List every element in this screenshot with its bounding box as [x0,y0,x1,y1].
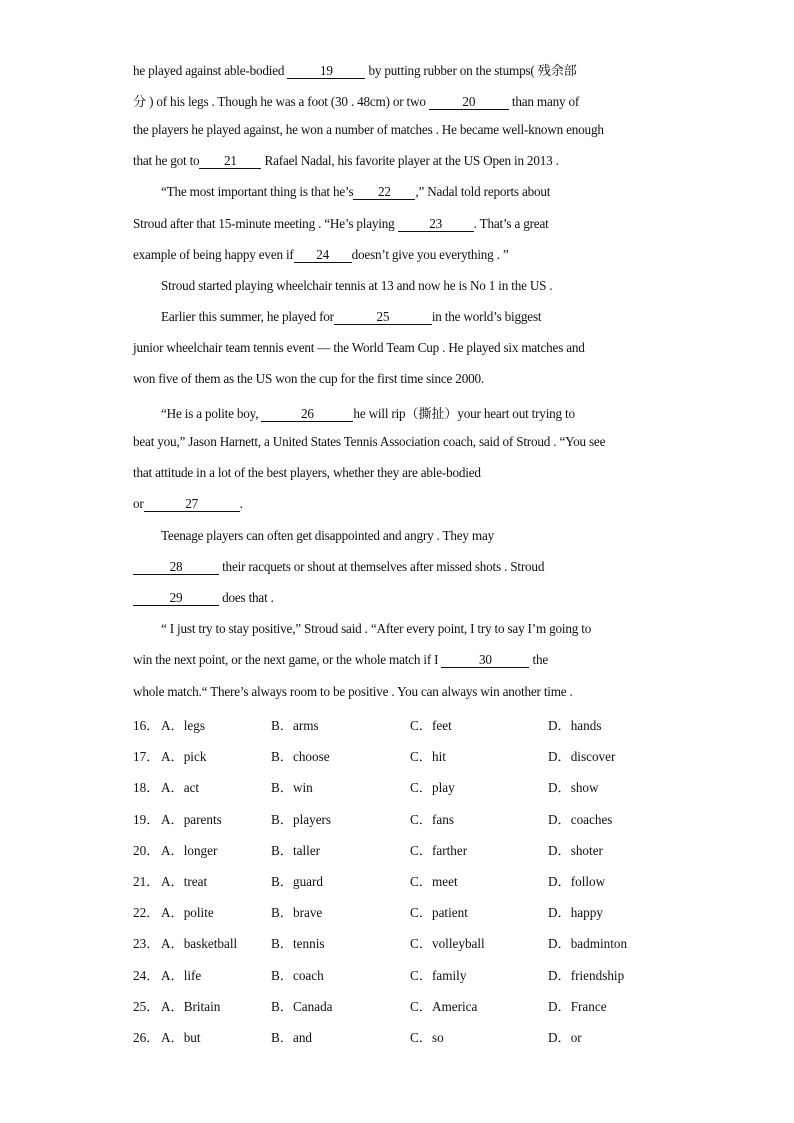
option-c[interactable]: C．family [410,967,467,983]
passage-line [161,309,541,325]
passage-text: Stroud after that 15-minute meeting . “He’s playing [133,216,398,231]
option-c[interactable]: C．feet [410,718,452,733]
option-d[interactable]: D．discover [548,749,616,765]
option-c[interactable]: C．hit [410,749,446,765]
option-d[interactable]: D．or [548,1030,582,1045]
passage-text: ,” Nadal told reports about [415,184,551,199]
passage-text: . [239,496,243,511]
passage-text: Earlier this summer, he played for [161,309,334,324]
option-c[interactable]: C．so [410,1030,444,1045]
option-d[interactable]: D．coaches [548,811,613,827]
answer-blank-23[interactable]: 23 [398,217,474,232]
passage-text: in the world’s biggest [431,309,542,324]
passage-line [133,496,243,512]
option-d[interactable]: D．happy [548,905,603,921]
passage-text: whole match.“ There’s always room to be positive . You can always win another time . [133,684,573,699]
option-b[interactable]: B．guard [271,874,324,889]
answer-blank-30[interactable]: 30 [441,653,529,668]
question-number: 23． [133,936,160,952]
answer-blank-20[interactable]: 20 [429,95,509,110]
passage-line [133,371,484,387]
passage-text: Rafael Nadal, his favorite player at the US Open in 2013 . [261,153,559,168]
question-number: 26． [133,1030,160,1045]
question-number: 22． [133,905,160,921]
passage-line [161,278,553,294]
option-b[interactable]: B．win [271,780,313,796]
option-d[interactable]: D．hands [548,718,602,733]
answer-blank-26[interactable]: 26 [261,407,353,422]
option-d[interactable]: D．badminton [548,936,628,952]
passage-text: . That’s a great [473,216,549,231]
option-c[interactable]: C．play [410,780,455,796]
passage-line [133,652,548,668]
passage-text: the [529,652,549,667]
option-a[interactable]: A．polite [161,905,214,921]
question-number: 25． [133,998,160,1014]
answer-blank-22[interactable]: 22 [353,185,415,200]
answer-blank-29[interactable]: 29 [133,591,219,606]
passage-text: that he got to [133,153,200,168]
option-b[interactable]: B．players [271,811,332,827]
option-a[interactable]: A．but [161,1030,201,1045]
option-b[interactable]: B．Canada [271,998,333,1014]
passage-line [133,60,577,79]
passage-line [133,216,549,232]
passage-text: or [133,496,144,511]
passage-line [133,340,585,356]
option-c[interactable]: C．farther [410,842,468,858]
passage-text: he will rip（撕扯）your heart out trying to [353,406,575,421]
question-number: 19． [133,811,160,827]
option-b[interactable]: B．choose [271,749,330,765]
option-d[interactable]: D．show [548,780,599,796]
option-a[interactable]: A．treat [161,874,208,889]
passage-line [161,621,591,637]
passage-text: the players he played against, he won a number of matches . He became well-known enough [133,122,604,137]
answer-blank-24[interactable]: 24 [294,248,352,263]
option-c[interactable]: C．volleyball [410,936,485,952]
answer-blank-27[interactable]: 27 [144,497,240,512]
question-number: 20． [133,842,160,858]
option-b[interactable]: B．coach [271,967,324,983]
option-a[interactable]: A．legs [161,718,205,733]
passage-line [133,247,509,263]
option-b[interactable]: B．taller [271,842,321,858]
passage-text: “The most important thing is that he’s [161,184,354,199]
answer-blank-21[interactable]: 21 [199,154,261,169]
passage-line [133,465,481,481]
passage-text: junior wheelchair team tennis event — the World Team Cup . He played six matches and [133,340,585,355]
option-b[interactable]: B．tennis [271,936,325,952]
option-b[interactable]: B．brave [271,905,323,921]
passage-text: won five of them as the US won the cup for the first time since 2000. [133,371,484,386]
option-c[interactable]: C．patient [410,905,468,921]
passage-text: doesn’t give you everything . ” [351,247,509,262]
answer-blank-19[interactable]: 19 [287,64,365,79]
passage-text: their racquets or shout at themselves after missed shots . Stroud [219,559,545,574]
passage-text: “ I just try to stay positive,” Stroud said . “After every point, I try to say I’m going to [161,621,592,636]
option-a[interactable]: A．parents [161,811,222,827]
passage-line [161,184,550,200]
passage-text: by putting rubber on the stumps( 残余部 [365,63,577,78]
passage-text: does that . [219,590,274,605]
passage-text: that attitude in a lot of the best players, whether they are able-bodied [133,465,481,480]
option-c[interactable]: C．fans [410,811,454,827]
answer-blank-28[interactable]: 28 [133,560,219,575]
option-b[interactable]: B．arms [271,718,319,733]
passage-text: beat you,” Jason Harnett, a United States Tennis Association coach, said of Stroud . “You see [133,434,606,449]
passage-text: example of being happy even if [133,247,294,262]
passage-line [133,434,605,450]
option-c[interactable]: C．America [410,998,478,1014]
option-c[interactable]: C．meet [410,874,458,889]
option-d[interactable]: D．France [548,998,607,1014]
question-number: 24． [133,967,160,983]
passage-text: he played against able-bodied [133,63,288,78]
passage-text: “He is a polite boy, [161,406,262,421]
question-number: 21． [133,874,160,889]
option-d[interactable]: D．friendship [548,967,625,983]
passage-line [133,559,544,575]
passage-line [133,684,573,700]
passage-text: 分 ) of his legs . Though he was a foot (30 . 48cm) or two [133,94,429,109]
option-a[interactable]: A．basketball [161,936,238,952]
passage-line [133,153,559,169]
passage-text: Teenage players can often get disappointed and angry . They may [161,528,495,543]
passage-line [161,403,575,422]
passage-line [133,91,579,110]
passage-line [133,122,604,138]
option-a[interactable]: A．act [161,780,200,796]
passage-text: than many of [508,94,580,109]
passage-line [133,590,274,606]
option-a[interactable]: A．life [161,967,202,983]
option-d[interactable]: D．follow [548,874,606,889]
passage-text: win the next point, or the next game, or the whole match if I [133,652,442,667]
answer-blank-25[interactable]: 25 [334,310,432,325]
option-a[interactable]: A．pick [161,749,207,765]
option-d[interactable]: D．shoter [548,842,603,858]
question-number: 17． [133,749,160,765]
option-a[interactable]: A．Britain [161,998,221,1014]
passage-line [161,528,494,544]
option-a[interactable]: A．longer [161,842,218,858]
passage-text: Stroud started playing wheelchair tennis at 13 and now he is No 1 in the US . [161,278,553,293]
option-b[interactable]: B．and [271,1030,313,1045]
question-number: 18． [133,780,160,796]
question-number: 16． [133,718,160,733]
